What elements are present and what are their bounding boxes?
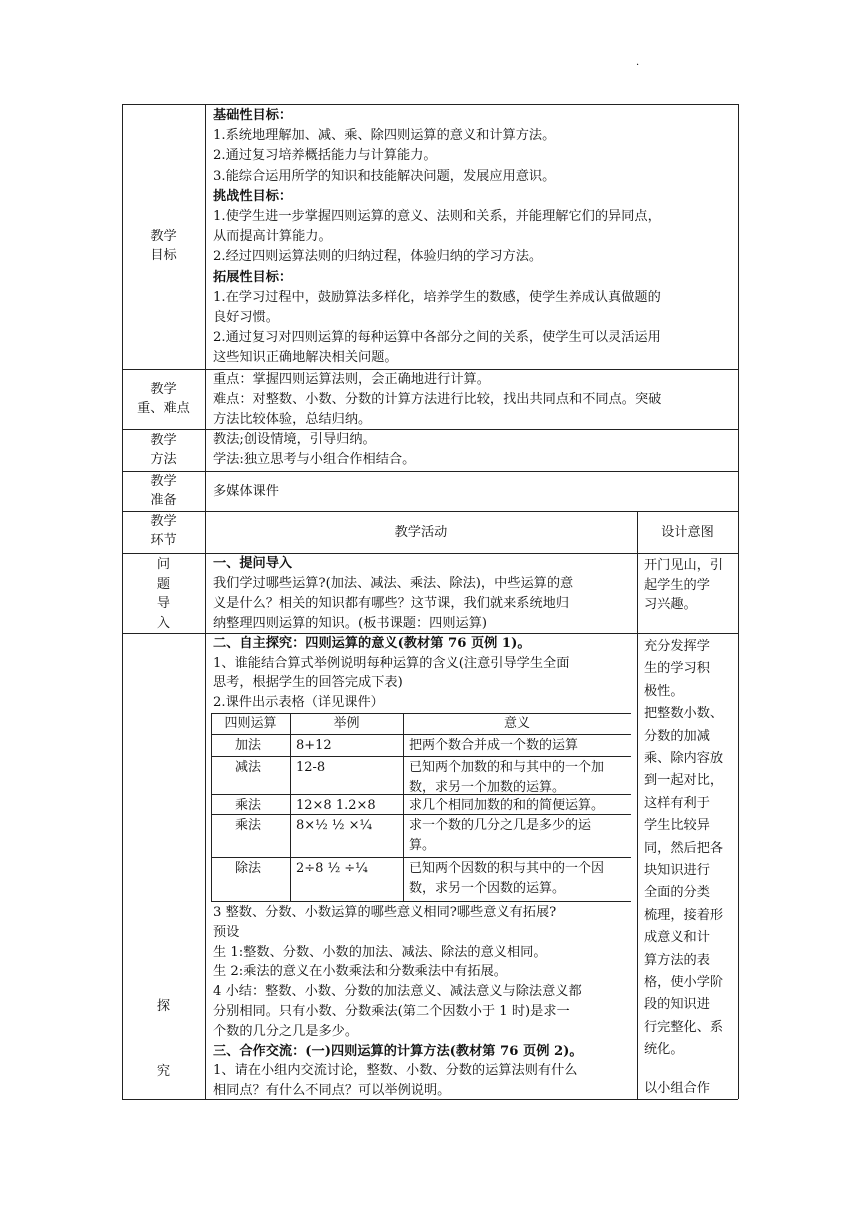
- explore-line: 预设: [213, 924, 240, 940]
- explore-line: 1、请在小组内交流讨论，整数、小数、分数的运算法则有什么: [213, 1063, 578, 1079]
- explore-line: 生 2:乘法的意义在小数乘法和分数乘法中有拓展。: [213, 964, 507, 980]
- table-cell-op: 减法: [235, 760, 262, 775]
- intro-intent-line: 开门见山，引: [644, 558, 724, 573]
- explore-intent-line: 学生比较异: [644, 818, 710, 834]
- table-cell-example: 2÷8 ½ ÷¼: [296, 861, 368, 876]
- table-cell-op: 乘法: [235, 818, 262, 833]
- table-cell-op: 乘法: [235, 798, 262, 813]
- explore-intent-line: 段的知识进: [644, 997, 710, 1013]
- table-cell-example: 12-8: [296, 760, 326, 775]
- goals-line: 良好习惯。: [213, 310, 279, 325]
- explore-line: 3 整数、分数、小数运算的哪些意义相同?哪些意义有拓展?: [213, 905, 557, 920]
- goals-line: 2.通过复习培养概括能力与计算能力。: [213, 148, 437, 164]
- table-cell-meaning: 求几个相同加数的和的简便运算。: [409, 798, 605, 813]
- explore-intent-line: 到一起对比，: [644, 773, 724, 789]
- activity-header: 教学活动: [394, 525, 448, 540]
- table-rule: [290, 713, 291, 902]
- goals-line: 1.使学生进一步掌握四则运算的意义、法则和关系，并能理解它们的异同点，: [213, 209, 661, 224]
- explore-line: 个数的几分之几是多少。: [213, 1023, 359, 1039]
- table-rule: [403, 713, 404, 902]
- explore-intent-line: 同，然后把各: [644, 840, 724, 856]
- table-cell-meaning: 数，求另一个因数的运算。: [409, 880, 566, 896]
- methods-line: 教法;创设情境，引导归纳。: [213, 432, 376, 447]
- explore-intent-line: 成意义和计: [644, 930, 710, 946]
- goals-line: 1.在学习过程中，鼓励算法多样化，培养学生的数感，使学生养成认真做题的: [213, 289, 661, 305]
- goals-line: 从而提高计算能力。: [213, 229, 332, 245]
- explore-intent-line: 把整数小数、: [644, 706, 724, 722]
- keypoints-label: 教学 重、难点: [137, 382, 190, 416]
- explore-line: 三、合作交流：(一)四则运算的计算方法(教材第 76 页例 2)。: [213, 1043, 583, 1059]
- intro-line: 一、提问导入: [213, 556, 293, 571]
- header-dot: ·: [636, 60, 640, 71]
- table-header: 四则运算: [224, 716, 277, 731]
- explore-intent-line: 生的学习积: [644, 661, 710, 677]
- prep-text: 多媒体课件: [213, 484, 279, 499]
- explore-intent-line: 梳理，接着形: [644, 907, 724, 923]
- intent-header: 设计意图: [661, 525, 714, 540]
- table-cell-op: 加法: [235, 738, 262, 753]
- prep-label: 教学 准备: [150, 474, 177, 508]
- table-cell-meaning: 把两个数合并成一个数的运算: [409, 738, 579, 753]
- table-rule: [211, 756, 631, 757]
- operations-table: [211, 713, 631, 902]
- explore-line: 1、谁能结合算式举例说明每种运算的含义(注意引导学生全面: [213, 655, 570, 671]
- goals-label: 教学 目标: [150, 229, 177, 263]
- table-cell-meaning: 已知两个加数的和与其中的一个加: [409, 760, 605, 775]
- explore-line: 生 1:整数、分数、小数的加法、减法、除法的意义相同。: [213, 944, 547, 960]
- table-cell-example: 12×8 1.2×8: [296, 798, 376, 813]
- explore-intent-line: 块知识进行: [644, 863, 710, 878]
- goals-line: 这些知识正确地解决相关问题。: [213, 350, 398, 366]
- goals-line: 拓展性目标：: [213, 269, 293, 285]
- stage-header: 教学 环节: [150, 514, 177, 548]
- table-cell-op: 除法: [235, 861, 262, 876]
- explore-line: 分别相同。只有小数、分数乘法(第二个因数小于 1 时)是求一: [213, 1004, 570, 1019]
- table-cell-meaning: 已知两个因数的积与其中的一个因: [409, 861, 605, 876]
- keypoints-line: 重点：掌握四则运算法则，会正确地进行计算。: [213, 372, 490, 387]
- goals-line: 1.系统地理解加、减、乘、除四则运算的意义和计算方法。: [213, 128, 556, 144]
- table-header: 举例: [333, 716, 360, 731]
- explore-intent-line: 充分发挥学: [644, 639, 710, 654]
- goals-line: 2.通过复习对四则运算的每种运算中各部分之间的关系，使学生可以灵活运用: [213, 330, 661, 346]
- table-cell-example: 8×½ ½ ×¼: [296, 818, 373, 833]
- intro-line: 纳整理四则运算的知识。(板书课题：四则运算): [213, 615, 488, 631]
- explore-intent-line: 这样有利于: [644, 795, 710, 811]
- intro-line: 义是什么？相关的知识都有哪些？这节课，我们就来系统地归: [213, 595, 570, 611]
- table-rule: [211, 857, 631, 858]
- explore-line: 2.课件出示表格（详见课件）: [213, 695, 384, 711]
- keypoints-line: 方法比较体验，总结归纳。: [213, 411, 372, 427]
- table-cell-meaning: 数，求另一个加数的运算。: [409, 779, 566, 795]
- table-rule: [211, 713, 212, 902]
- table-rule: [211, 734, 631, 735]
- explore-line: 二、自主探究：四则运算的意义(教材第 76 页例 1)。: [213, 636, 531, 651]
- explore-intent-line: 极性。: [644, 683, 684, 699]
- explore-label-1: 探: [156, 999, 171, 1014]
- explore-intent-line: 乘、除内容放: [644, 751, 724, 766]
- explore-line: 思考，根据学生的回答完成下表): [213, 675, 403, 691]
- table-cell-meaning: 算。: [409, 837, 436, 853]
- intro-intent-line: 起学生的学: [644, 577, 710, 593]
- intro-line: 我们学过哪些运算?(加法、减法、乘法、除法)，中些运算的意: [213, 575, 574, 591]
- goals-line: 3.能综合运用所学的知识和技能解决问题，发展应用意识。: [213, 168, 556, 184]
- explore-line: 相同点？有什么不同点？可以举例说明。: [213, 1083, 451, 1099]
- explore-intent-bottom: 以小组合作: [644, 1081, 710, 1096]
- explore-intent-line: 算方法的表: [644, 952, 710, 968]
- explore-intent-line: 格，使小学阶: [644, 975, 724, 990]
- methods-label: 教学 方法: [150, 433, 177, 467]
- table-cell-meaning: 求一个数的几分之几是多少的运: [409, 818, 592, 833]
- table-rule: [211, 901, 631, 902]
- explore-line: 4 小结：整数、小数、分数的加法意义、减法意义与除法意义都: [213, 984, 582, 1000]
- intro-label: 问 题 导 入: [156, 557, 171, 631]
- goals-line: 挑战性目标：: [213, 188, 293, 204]
- table-header: 意义: [503, 716, 530, 731]
- table-cell-example: 8+12: [296, 738, 332, 753]
- methods-line: 学法:独立思考与小组合作相结合。: [213, 451, 416, 467]
- explore-intent-line: 统化。: [644, 1042, 684, 1058]
- explore-label-2: 究: [156, 1064, 171, 1079]
- explore-intent-line: 全面的分类: [644, 885, 710, 901]
- intro-intent-line: 习兴趣。: [644, 597, 697, 613]
- explore-intent-line: 行完整化、系: [644, 1019, 724, 1035]
- keypoints-line: 难点：对整数、小数、分数的计算方法进行比较，找出共同点和不同点。突破: [213, 391, 662, 407]
- explore-intent-line: 分数的加减: [644, 728, 710, 744]
- goals-line: 2.经过四则运算法则的归纳过程，体验归纳的学习方法。: [213, 249, 543, 265]
- goals-line: 基础性目标：: [213, 108, 293, 123]
